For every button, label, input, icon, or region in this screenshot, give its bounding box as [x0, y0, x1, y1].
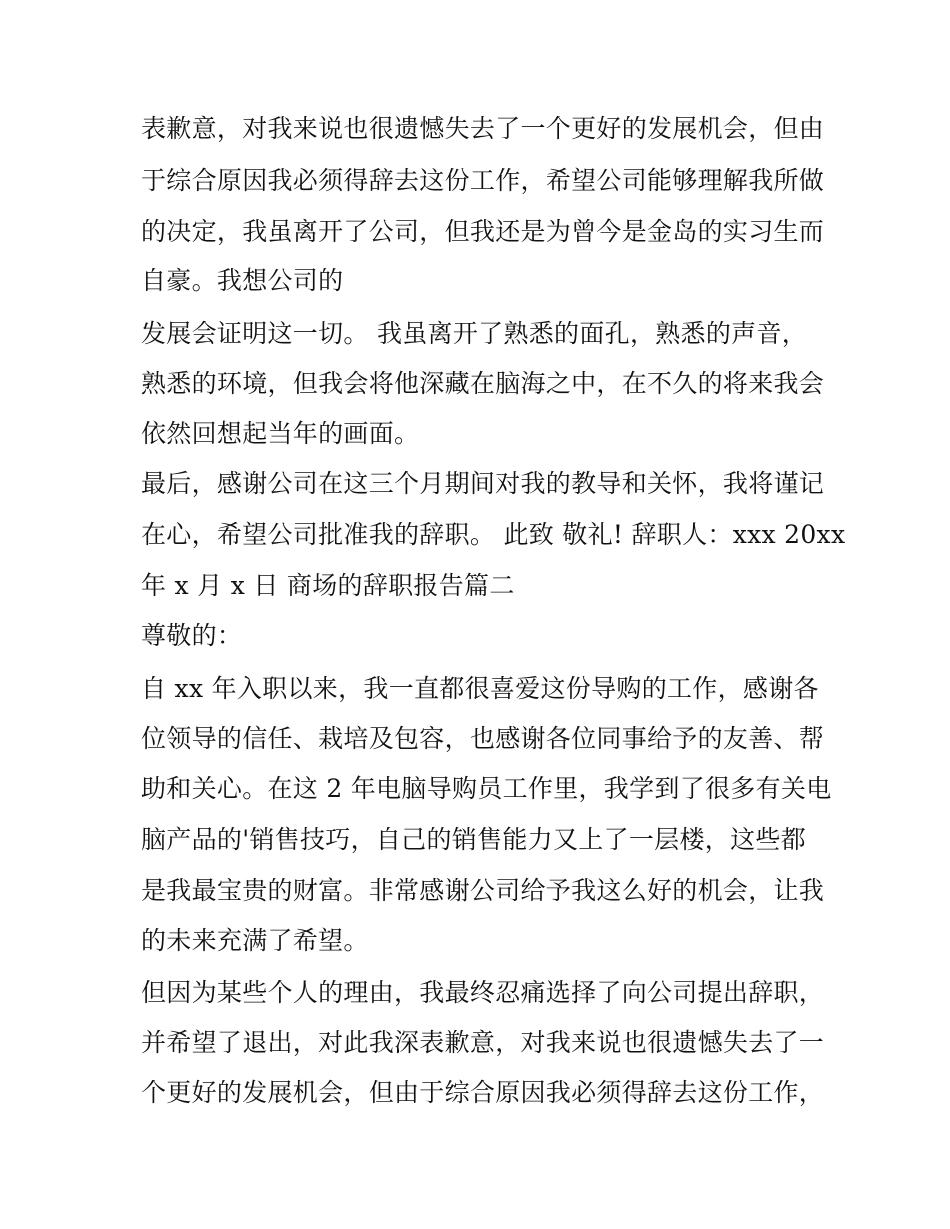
text-line: 熟悉的环境，但我会将他深藏在脑海之中，在不久的将来我会	[141, 369, 825, 398]
text-line: 在心，希望公司批准我的辞职。 此致 敬礼! 辞职人：xxx 20xx	[141, 520, 846, 549]
text-line: 脑产品的'销售技巧，自己的销售能力又上了一层楼，这些都	[141, 825, 806, 854]
text-line: 个更好的发展机会，但由于综合原因我必须得辞去这份工作，	[141, 1078, 825, 1107]
text-line: 位领导的信任、栽培及包容，也感谢各位同事给予的友善、帮	[141, 724, 825, 753]
text-line: 最后，感谢公司在这三个月期间对我的教导和关怀，我将谨记	[141, 469, 825, 498]
text-line: 但因为某些个人的理由，我最终忍痛选择了向公司提出辞职，	[141, 978, 825, 1007]
text-line: 自豪。我想公司的	[141, 266, 344, 295]
text-line: 尊敬的：	[141, 621, 243, 650]
text-line: 依然回想起当年的画面。	[141, 419, 420, 448]
text-line: 助和关心。在这 2 年电脑导购员工作里，我学到了很多有关电	[141, 774, 832, 803]
text-line: 发展会证明这一切。 我虽离开了熟悉的面孔，熟悉的声音，	[141, 319, 808, 348]
text-line: 表歉意，对我来说也很遗憾失去了一个更好的发展机会，但由	[141, 114, 825, 143]
text-line: 是我最宝贵的财富。非常感谢公司给予我这么好的机会，让我	[141, 876, 825, 905]
text-line: 于综合原因我必须得辞去这份工作，希望公司能够理解我所做	[141, 166, 825, 195]
text-line: 并希望了退出，对此我深表歉意，对我来说也很遗憾失去了一	[141, 1028, 825, 1057]
text-line: 年 x 月 x 日 商场的辞职报告篇二	[141, 571, 515, 600]
text-line: 的未来充满了希望。	[141, 926, 369, 955]
text-line: 的决定，我虽离开了公司，但我还是为曾今是金岛的实习生而	[141, 217, 825, 246]
text-line: 自 xx 年入职以来，我一直都很喜爱这份导购的工作，感谢各	[141, 674, 819, 703]
